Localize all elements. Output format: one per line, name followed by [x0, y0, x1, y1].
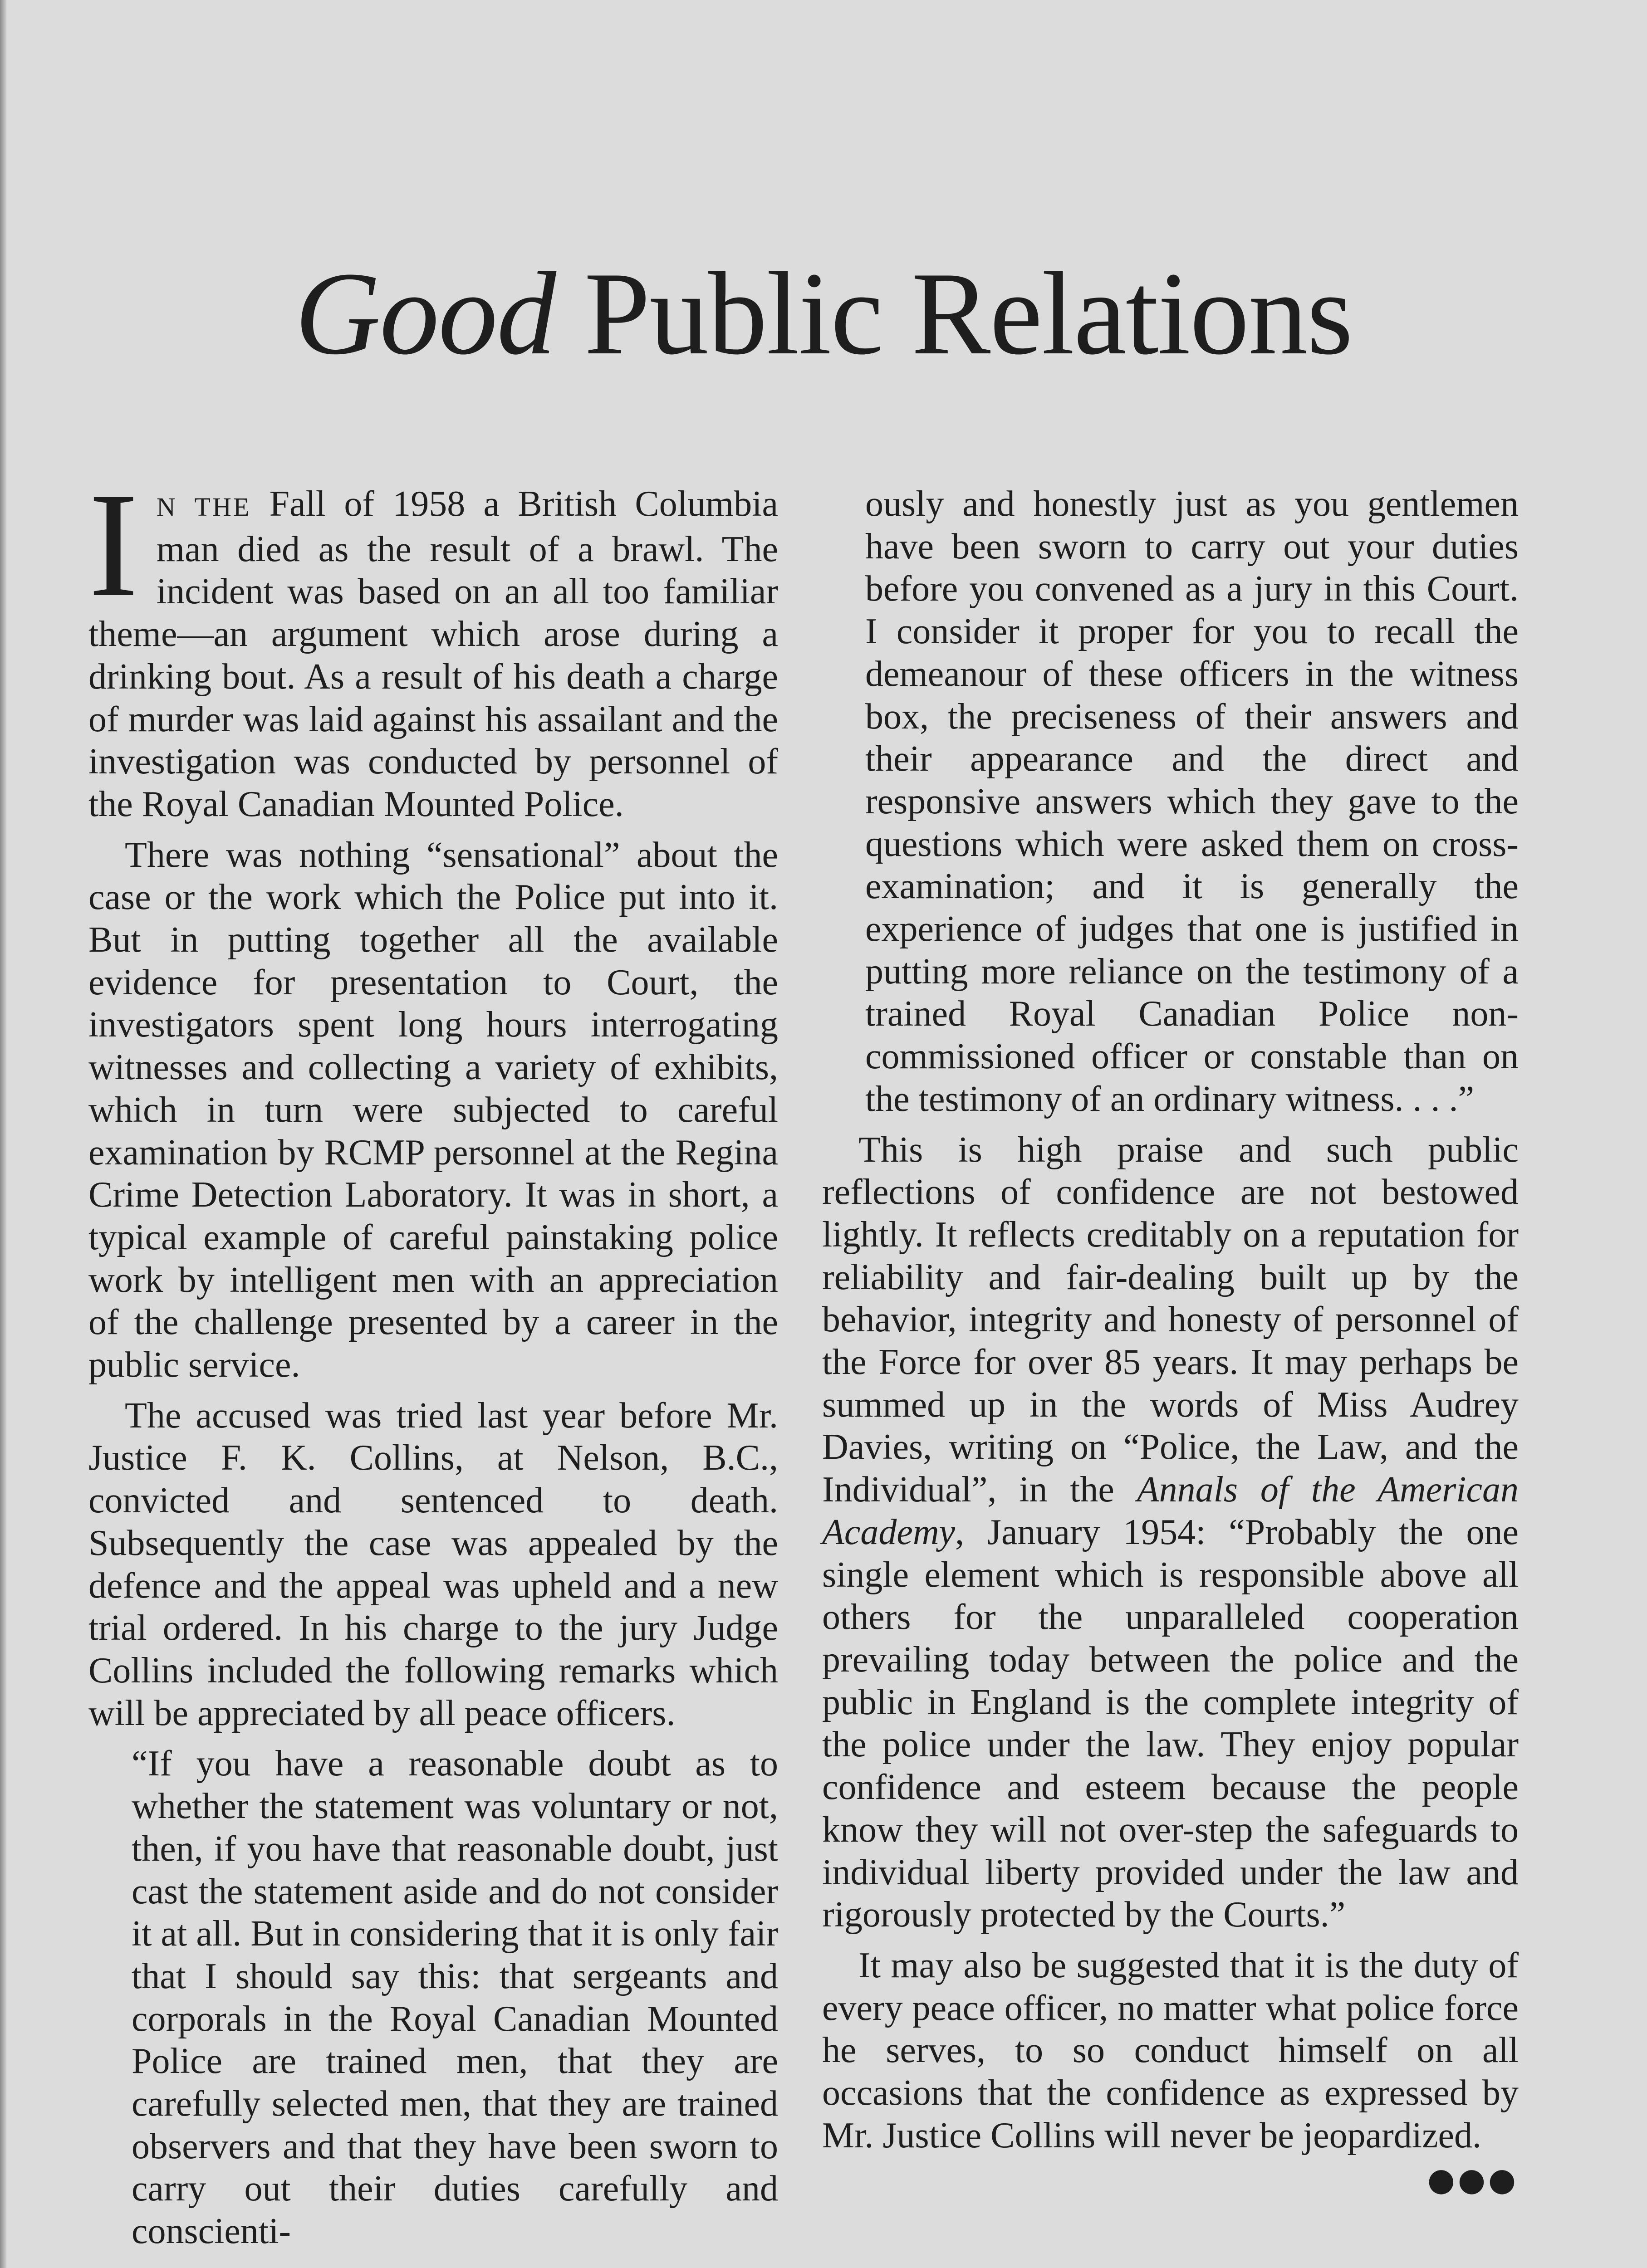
judge-quote-continued: ously and honestly just as you gentlemen have been sworn to carry out your duties before you convened as a jury in this Court. I consider it proper for you to recall the demeanour of these officers in the witness box, the preciseness of their answers and their appearance and the direct and responsive answers which they gave to the questions which were asked them on cross-examination; and it is generally the experience of judges that one is justified in putting more reliance on the testimony of a trained Royal Canadian Police non-commissioned officer or constable than on the testimony of an ordinary witness. . . .” — [865, 484, 1519, 1119]
article-title — [0, 248, 1647, 379]
paragraph-2: There was nothing “sensational” about the case or the work which the Police put into it. But in putting together all the available evidence for presentation to Court, the investigators spent long hours interrogating witnesses and collecting a variety of exhibits, which in turn were subjected to careful examination by RCMP personnel at the Regina Crime Detection Laboratory. It was in short, a typical example of careful painstaking police work by intelligent men with an appreciation of the challenge presented by a career in the public service. — [88, 835, 778, 1385]
title-italic-word: Good — [294, 248, 555, 379]
small-caps-lead: N THE — [156, 492, 251, 522]
paragraph-3: The accused was tried last year before Mr. Justice F. K. Collins, at Nelson, B.C., convicted and sentenced to death. Subsequently the case was appealed by the defence and the appeal was upheld and a new trial ordered. In his charge to the jury Judge Collins included the following remarks which will be appreciated by all peace officers. — [88, 1395, 778, 1733]
paragraph-4-end: , January 1954: “Probably the one single element which is responsible above all others for the unparalleled cooperation prevailing today between the police and the public in England is the complete integrity of the police under the law. They enjoy popular confidence and esteem because the people know they will not over-step the safeguards to individual liberty provided under the law and rigorously protected by the Courts.” — [822, 1512, 1519, 1935]
paragraph-1 — [88, 462, 778, 826]
publication-title: Annals of the American Academy — [822, 1470, 1519, 1552]
title-rest: Public Relations — [555, 248, 1353, 379]
judge-quote: “If you have a reasonable doubt as to whether the statement was voluntary or not, then, if you have that reasonable doubt, just cast the statement aside and do not consider it at all. But in considering that it is only fair that I should say this: that sergeants and corporals in the Royal Canadian Mounted Police are trained men, that they are carefully selected men, that they are trained observers and that they have been sworn to carry out their duties carefully and conscienti- — [132, 1744, 778, 2252]
left-column — [88, 462, 778, 2268]
end-mark: ●●● — [1427, 2161, 1519, 2199]
paragraph-5-text: It may also be suggested that it is the duty of every peace officer, no matter what police force he serves, to so conduct himself on all occasions that the confidence as expressed by Mr. Justice Collins will never be jeopardized. — [822, 1945, 1519, 2156]
paragraph-5 — [822, 1945, 1519, 2199]
drop-cap: I — [88, 462, 138, 628]
paragraph-1-text: Fall of 1958 a British Columbia man died as the result of a brawl. The incident was based on an all too familiar theme—an argument which arose during a drinking bout. As a result of his death a charge of murder was laid against his assailant and the investigation was conducted by personnel of the Royal Canadian Mounted Police. — [88, 484, 778, 824]
paragraph-4 — [822, 1129, 1519, 1936]
right-column — [822, 483, 1519, 2268]
paragraph-4-text: This is high praise and such public reflections of confidence are not bestowed lightly. It reflects creditably on a reputation for reliability and fair-dealing built up by the behavior, integrity and honesty of personnel of the Force for over 85 years. It may perhaps be summed up in the words of Miss Audrey Davies, writing on “Police, the Law, and the Individual”, in the — [822, 1129, 1519, 1510]
